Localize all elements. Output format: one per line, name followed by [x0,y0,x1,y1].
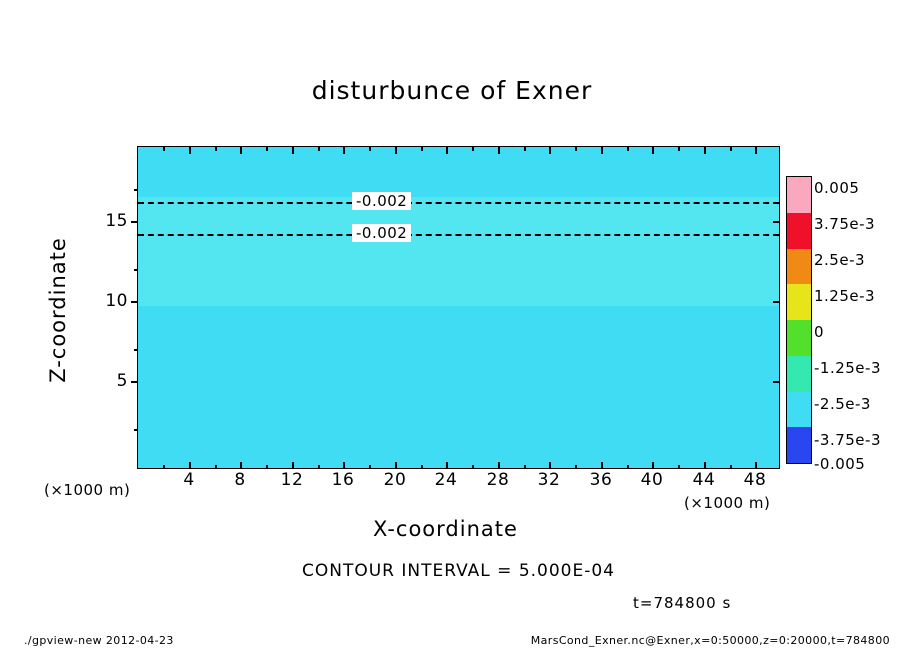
x-axis-title: X-coordinate [373,517,518,541]
field-band-lower [138,306,779,468]
time-label: t=784800 s [633,594,732,612]
contour-line-upper [138,202,779,204]
colorbar-tick-7: -3.75e-3 [814,431,881,449]
xtick-4 [189,462,191,469]
field-band-upper [138,147,779,197]
xtick-top-minor-18 [369,147,371,151]
xtick-24 [446,462,448,469]
ytick-minor-17 [134,189,138,191]
xtick-top-8 [240,147,242,154]
colorbar-tick-8: -0.005 [814,455,866,473]
xtick-minor-22 [421,465,423,469]
xticklabel-44: 44 [692,470,716,490]
colorbar-cell-7 [787,427,811,463]
xtick-top-32 [549,147,551,154]
yticklabel-15: 15 [105,211,128,231]
xtick-minor-42 [678,465,680,469]
xticklabel-8: 8 [234,470,246,490]
footer-left: ./gpview-new 2012-04-23 [24,634,174,647]
colorbar-tick-1: 3.75e-3 [814,215,876,233]
field-band-middle [138,197,779,306]
xtick-8 [240,462,242,469]
xtick-top-minor-10 [266,147,268,151]
xtick-minor-26 [472,465,474,469]
xtick-44 [704,462,706,469]
contour-line-lower [138,234,779,236]
xtick-32 [549,462,551,469]
colorbar-cell-2 [787,249,811,285]
xticklabel-32: 32 [537,470,561,490]
xtick-36 [601,462,603,469]
ytick-minor-2 [134,429,138,431]
xtick-top-48 [755,147,757,154]
xtick-top-4 [189,147,191,154]
contour-label-upper: -0.002 [352,192,411,210]
xticklabel-48: 48 [743,470,767,490]
xtick-top-minor-26 [472,147,474,151]
xticklabel-36: 36 [589,470,613,490]
y-axis-title: Z-coordinate [46,237,70,383]
xtick-minor-18 [369,465,371,469]
xtick-top-28 [498,147,500,154]
contour-label-lower: -0.002 [352,224,411,242]
ytick-right-15 [773,221,780,223]
xtick-20 [395,462,397,469]
xtick-top-minor-22 [421,147,423,151]
xtick-40 [652,462,654,469]
contour-interval-caption: CONTOUR INTERVAL = 5.000E-04 [302,561,615,581]
ytick-right-10 [773,301,780,303]
xtick-top-36 [601,147,603,154]
x-unit-label-right: (×1000 m) [684,494,771,512]
yticklabel-10: 10 [105,291,128,311]
xtick-top-minor-34 [575,147,577,151]
colorbar-tick-2: 2.5e-3 [814,251,866,269]
colorbar-cell-5 [787,356,811,392]
xtick-top-20 [395,147,397,154]
colorbar-cell-1 [787,213,811,249]
colorbar-tick-6: -2.5e-3 [814,395,871,413]
colorbar-tick-3: 1.25e-3 [814,287,876,305]
colorbar-cell-3 [787,284,811,320]
xtick-minor-34 [575,465,577,469]
ytick-right-5 [773,381,780,383]
xtick-top-minor-46 [730,147,732,151]
xticklabel-40: 40 [640,470,664,490]
xticklabel-12: 12 [280,470,304,490]
xtick-28 [498,462,500,469]
colorbar [786,176,812,464]
colorbar-tick-0: 0.005 [814,179,860,197]
colorbar-tick-5: -1.25e-3 [814,359,881,377]
colorbar-tick-4: 0 [814,323,825,341]
xtick-16 [343,462,345,469]
xticklabel-28: 28 [486,470,510,490]
xticklabel-20: 20 [383,470,407,490]
plot-area [137,146,780,469]
colorbar-cell-0 [787,177,811,213]
xtick-top-16 [343,147,345,154]
xtick-top-12 [292,147,294,154]
xtick-top-minor-38 [627,147,629,151]
ytick-10 [131,301,138,303]
xtick-minor-38 [627,465,629,469]
xtick-48 [755,462,757,469]
xtick-minor-30 [524,465,526,469]
yticklabel-5: 5 [116,371,128,391]
colorbar-cell-6 [787,392,811,428]
xtick-minor-10 [266,465,268,469]
xtick-minor-46 [730,465,732,469]
ytick-15 [131,221,138,223]
xtick-top-24 [446,147,448,154]
xticklabel-16: 16 [331,470,355,490]
xtick-top-minor-42 [678,147,680,151]
xtick-top-minor-30 [524,147,526,151]
xtick-top-minor-2 [163,147,165,151]
xtick-minor-14 [318,465,320,469]
xticklabel-4: 4 [183,470,195,490]
page-title: disturbunce of Exner [311,76,593,105]
ytick-minor-12 [134,269,138,271]
xticklabel-24: 24 [434,470,458,490]
xtick-top-minor-6 [215,147,217,151]
xtick-minor-2 [163,465,165,469]
ytick-minor-7 [134,349,138,351]
x-unit-label-left: (×1000 m) [44,481,131,499]
xtick-top-minor-14 [318,147,320,151]
xtick-minor-6 [215,465,217,469]
colorbar-cell-4 [787,320,811,356]
xtick-12 [292,462,294,469]
ytick-5 [131,381,138,383]
footer-right: MarsCond_Exner.nc@Exner,x=0:50000,z=0:20000,t=784800 [530,634,890,647]
xtick-top-44 [704,147,706,154]
xtick-top-40 [652,147,654,154]
